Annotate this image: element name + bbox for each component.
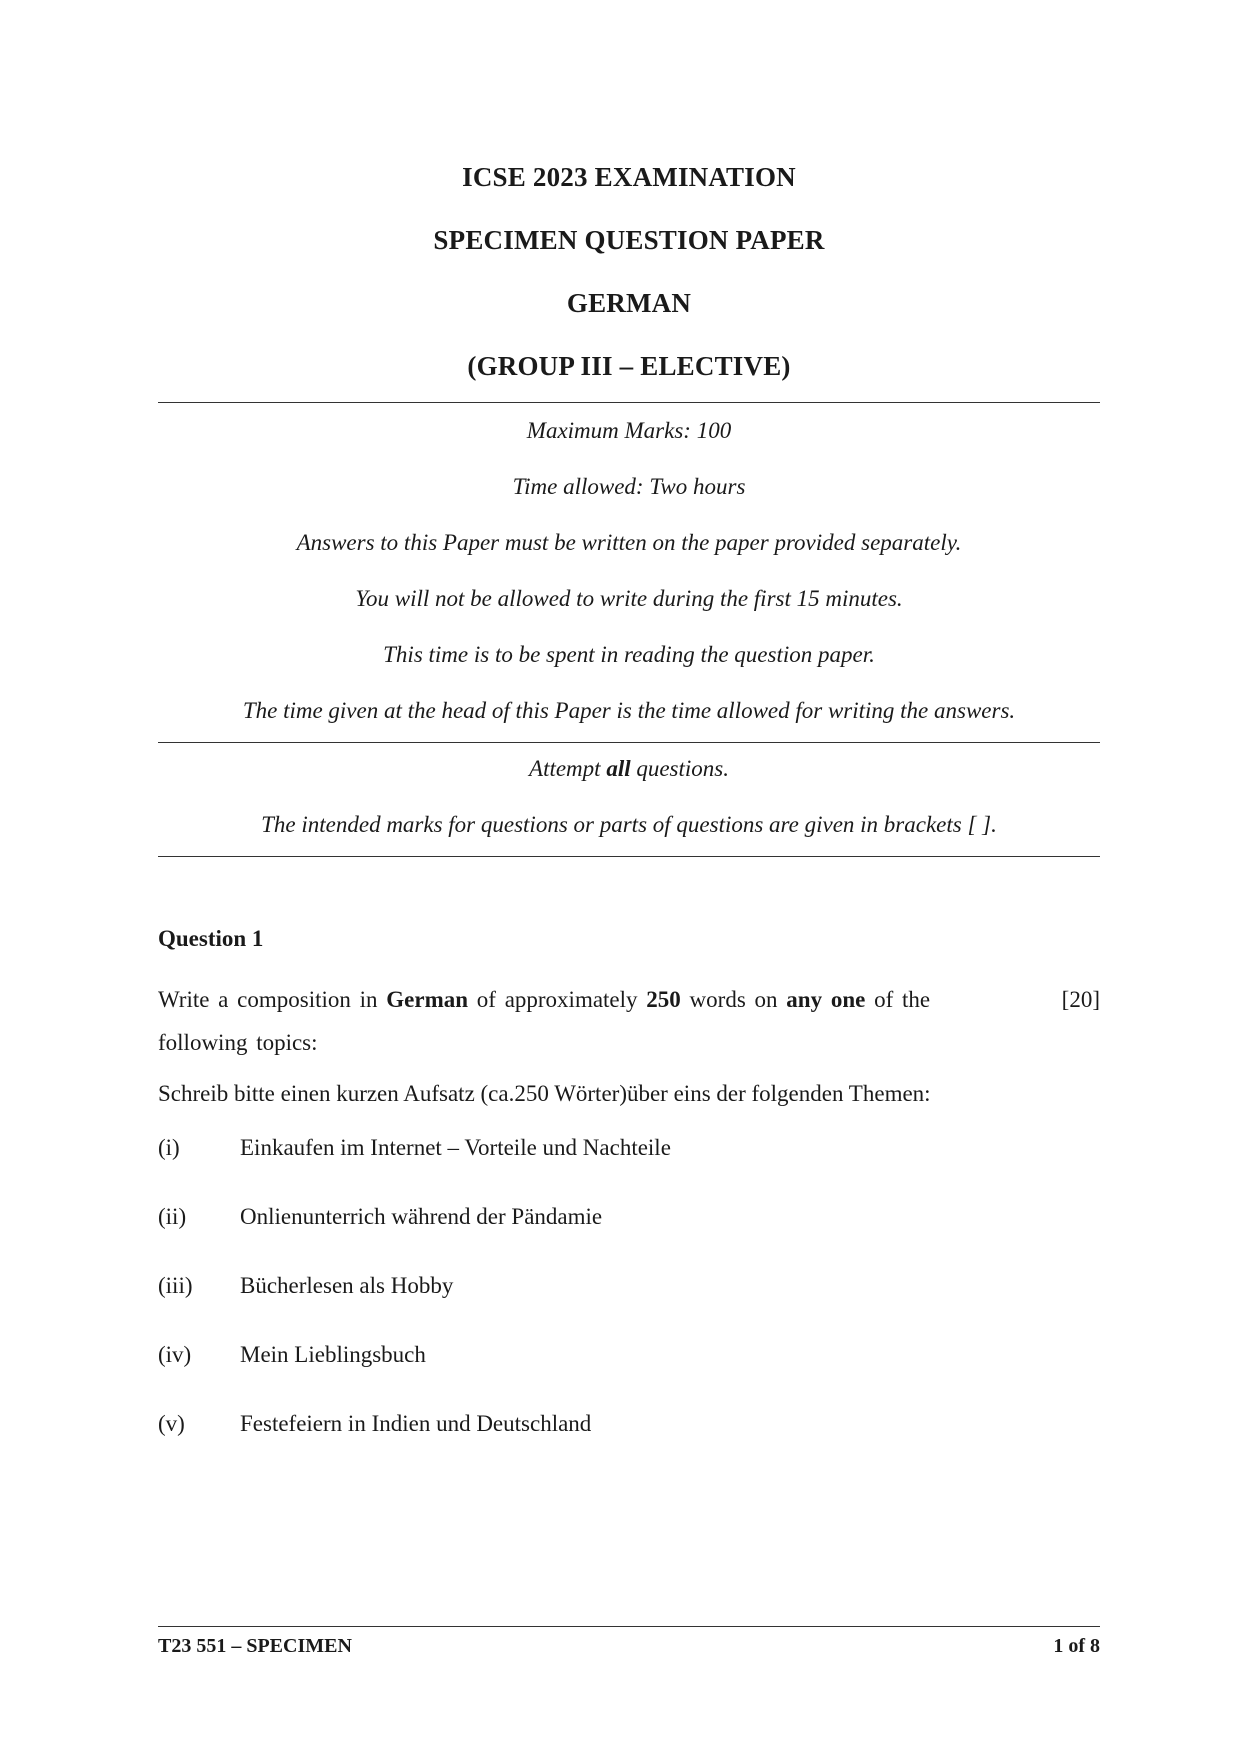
topic-number: (ii) (158, 1204, 187, 1229)
topic-number: (iv) (158, 1342, 192, 1367)
reading-time-instruction: You will not be allowed to write during the first 15 minutes. (355, 586, 903, 611)
paper-type: SPECIMEN QUESTION PAPER (433, 225, 825, 255)
divider (158, 742, 1100, 743)
page-number: 1 of 8 (1053, 1635, 1100, 1657)
group-title: (GROUP III – ELECTIVE) (467, 351, 791, 381)
topic-text: Mein Lieblingsbuch (240, 1342, 426, 1367)
reading-purpose-instruction: This time is to be spent in reading the question paper. (383, 642, 875, 667)
topic-text: Onlienunterrich während der Pändamie (240, 1204, 603, 1229)
topic-text: Bücherlesen als Hobby (240, 1273, 454, 1298)
exam-title: ICSE 2023 EXAMINATION (462, 162, 796, 192)
marks-note: The intended marks for questions or parts of questions are given in brackets [ ]. (261, 812, 997, 837)
german-instruction: Schreib bitte einen kurzen Aufsatz (ca.250 Wörter)über eins der folgenden Themen: (158, 1081, 931, 1106)
divider (158, 856, 1100, 857)
topic-number: (v) (158, 1411, 185, 1436)
question-marks: [20] (1061, 987, 1100, 1012)
question-text: Write a composition in German of approximately 250 words on any one of the following topics: (158, 987, 931, 1055)
topic-number: (i) (158, 1135, 180, 1160)
paper-code: T23 551 – SPECIMEN (158, 1635, 352, 1657)
writing-time-instruction: The time given at the head of this Paper is the time allowed for writing the answers. (242, 698, 1016, 723)
subject-title: GERMAN (566, 288, 692, 318)
attempt-instruction: Attempt all questions. (529, 756, 729, 781)
question-heading: Question 1 (158, 926, 264, 951)
topic-text: Festefeiern in Indien und Deutschland (240, 1411, 592, 1436)
topic-number: (iii) (158, 1273, 193, 1298)
divider (158, 402, 1100, 403)
topic-text: Einkaufen im Internet – Vorteile und Nachteile (240, 1135, 671, 1160)
max-marks: Maximum Marks: 100 (526, 418, 732, 443)
time-allowed: Time allowed: Two hours (512, 474, 746, 499)
footer-divider (158, 1626, 1100, 1627)
answers-instruction: Answers to this Paper must be written on the paper provided separately. (296, 530, 962, 555)
